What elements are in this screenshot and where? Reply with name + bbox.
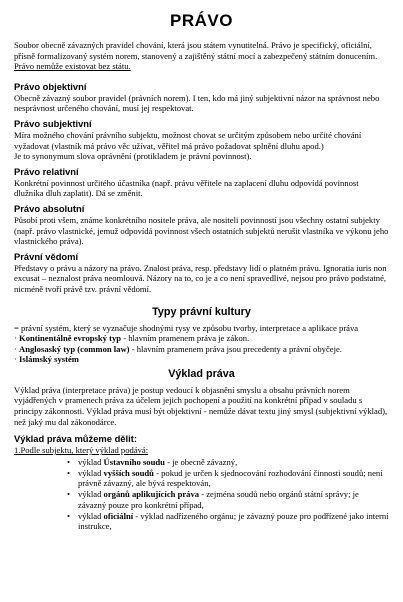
kultury-list: [14, 333, 389, 365]
list-item: · Kontinentálně evropský typ - hlavním pramenem práva je zákon.: [14, 333, 250, 344]
vyklad-bullets: [78, 457, 389, 532]
list-item-bold: Islámský systém: [19, 354, 79, 365]
heading-pravni-vedomi: Právní vědomí: [14, 250, 79, 262]
list-item-bold: Kontinentálně evropský typ: [19, 333, 122, 344]
heading-vyklad-deleni: Výklad práva můžeme dělit:: [14, 433, 137, 445]
intro-paragraph: [14, 40, 389, 72]
text-pravo-relativni: Konkrétní povinnost určitého účastníka (např. právu věřitele na zaplacení dluhu odpovídá povinnost dlužníka dluh zaplatit). Dá se změnit.: [14, 177, 359, 199]
heading-pravo-subjektivni: Právo subjektivní: [14, 117, 92, 129]
heading-pravo-relativni: Právo relativní: [14, 165, 79, 177]
document-page: [0, 10, 403, 602]
list-item: • výklad oficiální - výklad nadřízeného orgánu; je závazný pouze pro podřízené jako interní instrukce,: [78, 511, 389, 532]
intro-text: Soubor obecně závazných pravidel chování, která jsou státem vynutitelná. Právo je specifický, oficiální, přísně formalizovaný systém norem, stanovený a zajištěný státní mocí a zabezpečený státním donucením.: [14, 40, 378, 61]
text-pravo-objektivni: Obecně závazný soubor pravidel (právních norem). I ten, kdo má jiný subjektivní názor na správnost nebo nesprávnost určeného chování, musí jej respektovat.: [14, 92, 380, 114]
list-item: · Islámský systém: [14, 354, 79, 365]
heading-typy-pravni-kultury: Typy právní kultury: [152, 305, 251, 318]
point-1-podle-subjektu: 1.Podle subjektu, který výklad podává:: [14, 445, 149, 456]
list-item: • výklad orgánů aplikujících práva - zejména soudů nebo orgánů státní správy; je závazný pouze pro konkrétní případ,: [78, 489, 389, 510]
page-title: PRÁVO: [170, 11, 233, 30]
text-pravo-subjektivni-2: Je to synonymum slova oprávnění (protikladem je právní povinnost).: [14, 151, 252, 162]
text-pravo-absolutni: Působí proti všem, známe konkrétního nositele práva, ale nositeli povinností jsou všechny ostatní subjekty (např. právo vlastnické, jemuž odpovídá povinnost všech ostatních subjektů nerušit vlastníka ve výkonu jeho vlastnického práva).: [14, 214, 389, 247]
text-pravni-vedomi: Představy o právu a názory na právo. Znalost práva, resp. představy lidí o platném právu. Ignoratia iuris non excusat – neznalost práva neomlouvá. Názory na to, co je a co není spravedlivé, nejsou pro právo podstatné, nicméně tvoří právě tzv. právní vědomí.: [14, 262, 387, 294]
list-item: • výklad vyšších soudů - pokud je určen k sjednocování rozhodování činnosti soudů; není právně závazný, ale bývá respektován,: [78, 468, 389, 489]
text-pravo-subjektivni: Míra možného chování právního subjektu, možnost chovat se určitým způsobem nebo určité chování vyžadovat (vlastník má právo věc užívat, věřitel má právo požadovat splnění dluhu apod.): [14, 129, 362, 151]
list-item-bold: Anglosaský typ (common law): [19, 343, 130, 354]
intro-underlined: Právo nemůže existovat bez státu.: [14, 61, 131, 72]
heading-vyklad-prava: Výklad práva: [168, 367, 235, 380]
text-kultury-intro: = právní systém, který se vyznačuje shodnými rysy ve způsobu tvorby, interpretace a aplikace práva: [14, 322, 359, 333]
heading-pravo-objektivni: Právo objektivní: [14, 80, 87, 92]
text-vyklad-prava: Výklad práva (interpretace práva) je postup vedoucí k objasnění smyslu a obsahu právních norem vyjádřených v pramenech práva za účelem jejich pochopení a použití na konkrétní případ v souladu s principy zákonnosti. Výklad práva musí být objektivní - nemůže dávat textu jiný smysl (subjektivní výklad), než jaký mu dal zákonodárce.: [14, 384, 388, 427]
list-item: • výklad Ústavního soudu - je obecně závazný,: [78, 457, 389, 467]
heading-pravo-absolutni: Právo absolutní: [14, 202, 85, 214]
list-item: · Anglosaský typ (common law) - hlavním pramenem práva jsou precedenty a právní obyčeje.: [14, 343, 342, 354]
